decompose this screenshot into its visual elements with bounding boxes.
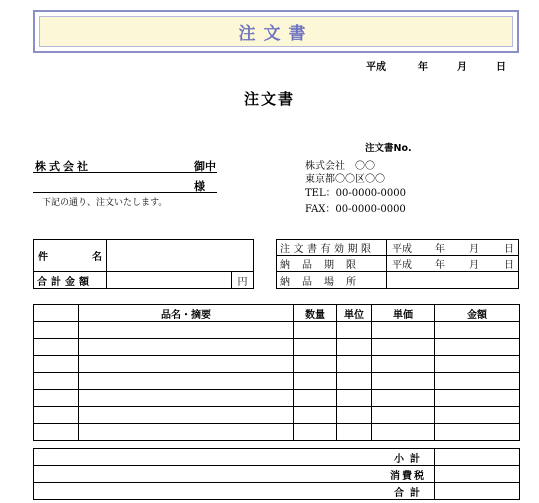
- item-name-cell[interactable]: [79, 407, 294, 424]
- unit-cell[interactable]: [337, 356, 372, 373]
- validity-label: 注文書有効期限: [280, 244, 375, 255]
- items-header-row: [34, 305, 520, 322]
- honorific-onchu: 御中: [194, 160, 216, 173]
- total-amount-value-cell[interactable]: [106, 271, 232, 289]
- unit-cell[interactable]: [337, 407, 372, 424]
- tax-label: 消費税: [34, 466, 435, 483]
- no-cell[interactable]: [34, 407, 79, 424]
- total-amount-label: 合計金額: [37, 276, 93, 288]
- issue-date-year: 年: [418, 62, 428, 73]
- amount-cell[interactable]: [435, 390, 520, 407]
- tax-value[interactable]: [435, 466, 520, 483]
- table-row: [34, 390, 520, 407]
- yen-unit: 円: [237, 276, 248, 288]
- unit-cell[interactable]: [337, 373, 372, 390]
- unit-price-cell[interactable]: [372, 373, 435, 390]
- delivery-date-label: 納品期限: [280, 260, 368, 271]
- subject-label-cell: [33, 239, 107, 272]
- customer-company-label: 株式会社: [35, 160, 91, 173]
- issuer-address: 東京都〇〇区〇〇: [305, 174, 385, 185]
- total-amount-label-cell: [33, 271, 107, 289]
- issuer-fax: FAX：00-0000-0000: [305, 204, 406, 215]
- table-row: [34, 407, 520, 424]
- table-row: [34, 424, 520, 441]
- unit-price-cell[interactable]: [372, 390, 435, 407]
- delivery-month: 月: [469, 260, 479, 271]
- item-name-cell[interactable]: [79, 373, 294, 390]
- item-name-cell[interactable]: [79, 322, 294, 339]
- totals-table: [33, 448, 520, 500]
- unit-price-cell[interactable]: [372, 407, 435, 424]
- subject-value-cell[interactable]: [106, 239, 254, 272]
- issuer-tel: TEL：00-0000-0000: [305, 188, 406, 199]
- header-item-name: 品名・摘要: [79, 305, 294, 322]
- validity-year: 年: [435, 244, 445, 255]
- no-cell[interactable]: [34, 356, 79, 373]
- customer-person-underline: [33, 192, 217, 193]
- issuer-company: 株式会社 〇〇: [305, 161, 375, 172]
- banner-title: 注文書: [238, 24, 314, 44]
- validity-day: 日: [504, 244, 514, 255]
- tax-row: [34, 466, 520, 483]
- table-row: [34, 373, 520, 390]
- item-name-cell[interactable]: [79, 356, 294, 373]
- honorific-sama: 様: [194, 180, 205, 193]
- issue-date: [350, 58, 520, 74]
- total-value[interactable]: [435, 483, 520, 500]
- customer-company-underline: [33, 172, 217, 173]
- amount-cell[interactable]: [435, 322, 520, 339]
- amount-cell[interactable]: [435, 424, 520, 441]
- total-row: [34, 483, 520, 500]
- validity-value-cell[interactable]: [386, 239, 519, 256]
- no-cell[interactable]: [34, 339, 79, 356]
- no-cell[interactable]: [34, 390, 79, 407]
- table-row: [34, 339, 520, 356]
- subtotal-label: 小計: [34, 449, 435, 466]
- item-name-cell[interactable]: [79, 424, 294, 441]
- items-table: [33, 304, 520, 441]
- item-name-cell[interactable]: [79, 390, 294, 407]
- issue-date-month: 月: [457, 62, 467, 73]
- no-cell[interactable]: [34, 373, 79, 390]
- unit-price-cell[interactable]: [372, 322, 435, 339]
- quantity-cell[interactable]: [294, 322, 337, 339]
- unit-cell[interactable]: [337, 322, 372, 339]
- unit-price-cell[interactable]: [372, 339, 435, 356]
- issue-date-era: 平成: [366, 62, 386, 73]
- validity-month: 月: [469, 244, 479, 255]
- delivery-year: 年: [435, 260, 445, 271]
- delivery-day: 日: [504, 260, 514, 271]
- validity-label-cell: [276, 239, 387, 256]
- table-row: [34, 356, 520, 373]
- header-banner: [33, 10, 519, 53]
- unit-price-cell[interactable]: [372, 356, 435, 373]
- delivery-date-label-cell: [276, 255, 387, 272]
- yen-unit-cell: [231, 271, 254, 289]
- items-body: [34, 322, 520, 441]
- quantity-cell[interactable]: [294, 390, 337, 407]
- subject-label-a: 件: [38, 252, 48, 263]
- subject-label-b: 名: [92, 252, 102, 263]
- order-number-label: 注文書No.: [365, 143, 412, 154]
- item-name-cell[interactable]: [79, 339, 294, 356]
- unit-price-cell[interactable]: [372, 424, 435, 441]
- delivery-era: 平成: [392, 260, 412, 271]
- unit-cell[interactable]: [337, 390, 372, 407]
- delivery-date-value-cell[interactable]: [386, 255, 519, 272]
- delivery-place-label: 納品場所: [280, 276, 368, 288]
- amount-cell[interactable]: [435, 407, 520, 424]
- subtotal-value[interactable]: [435, 449, 520, 466]
- quantity-cell[interactable]: [294, 356, 337, 373]
- header-unit: 単位: [337, 305, 372, 322]
- quantity-cell[interactable]: [294, 407, 337, 424]
- unit-cell[interactable]: [337, 424, 372, 441]
- amount-cell[interactable]: [435, 356, 520, 373]
- amount-cell[interactable]: [435, 339, 520, 356]
- header-no: [34, 305, 79, 322]
- header-quantity: 数量: [294, 305, 337, 322]
- header-unit-price: 単価: [372, 305, 435, 322]
- page-title: 注文書: [243, 90, 295, 108]
- total-label: 合計: [34, 483, 435, 500]
- header-amount: 金額: [435, 305, 520, 322]
- table-row: [34, 322, 520, 339]
- subtotal-row: [34, 449, 520, 466]
- issue-date-day: 日: [496, 62, 506, 73]
- no-cell[interactable]: [34, 322, 79, 339]
- validity-era: 平成: [392, 244, 412, 255]
- delivery-place-value-cell[interactable]: [386, 271, 519, 289]
- quantity-cell[interactable]: [294, 424, 337, 441]
- amount-cell[interactable]: [435, 373, 520, 390]
- no-cell[interactable]: [34, 424, 79, 441]
- quantity-cell[interactable]: [294, 373, 337, 390]
- quantity-cell[interactable]: [294, 339, 337, 356]
- unit-cell[interactable]: [337, 339, 372, 356]
- header-banner-inner: [39, 16, 513, 47]
- order-note: 下記の通り、注文いたします。: [42, 198, 168, 208]
- delivery-place-label-cell: [276, 271, 387, 289]
